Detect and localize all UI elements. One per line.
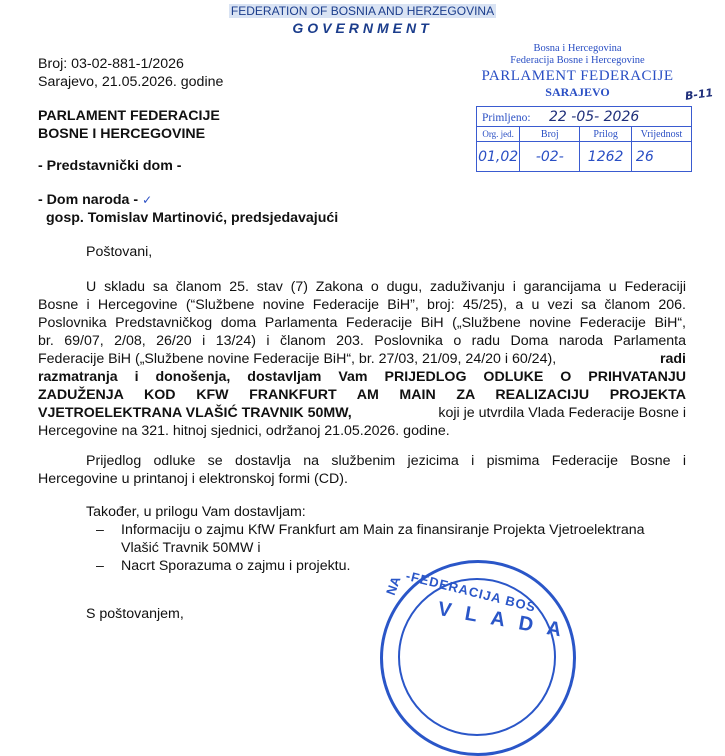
header-line-2: GOVERNMENT [292, 20, 433, 36]
stamp-col-org: Org. jed. [477, 127, 520, 142]
p1-line-8 [38, 404, 686, 422]
stamp-line-4: SARAJEVO [545, 85, 610, 99]
stamp-col-broj: Broj [520, 127, 580, 142]
p1-line-4: br. 69/07, 2/08, 26/20 i 13/24) i članom 203. Poslovnika o radu Doma naroda Parlamenta [38, 333, 686, 349]
p1-line-8-text: koji je utvrdila Vlada Federacije Bosne i [438, 405, 686, 421]
handwritten-corner-note: B-11 [684, 86, 715, 103]
date-place: Sarajevo, 21.05.2026. godine [38, 74, 224, 90]
p1-last-line: Hercegovine na 321. hitnoj sjednici, održanoj 21.05.2026. godine. [38, 423, 450, 439]
closing: S poštovanjem, [86, 606, 184, 622]
house-peoples-label: - Dom naroda - [38, 192, 139, 208]
attachment-2-dash: – [96, 558, 104, 574]
stamp-line-2: Federacija Bosne i Hercegovine [510, 55, 645, 66]
attachment-2-line-1: Nacrt Sporazuma o zajmu i projektu. [121, 558, 351, 574]
stamp-val-broj: -02- [520, 142, 580, 172]
p1-line-5-bold: radi [659, 351, 686, 367]
p1-bold-line-1: razmatranja i donošenja, dostavljam Vam PRIJEDLOG ODLUKE O PRIHVATANJU [38, 369, 686, 385]
stamp-line-3: PARLAMENT FEDERACIJE [481, 68, 674, 84]
p1-line-2: Bosne i Hercegovine (“Službene novine Federacije BiH”, broj: 45/25), a u vezi sa članom 206. [38, 297, 686, 313]
p2-line-2: Hercegovine u printanoj i elektronskoj formi (CD). [38, 471, 348, 487]
stamp-received-row [477, 107, 692, 127]
stamp-val-prilog: 1262 [580, 142, 632, 172]
p1-line-5 [38, 350, 686, 368]
stamp-received-label: Primljeno: [482, 111, 531, 124]
seal-text-prefix: NA [383, 574, 404, 598]
greeting: Poštovani, [86, 244, 153, 260]
recipient-line-2: BOSNE I HERCEGOVINE [38, 126, 206, 142]
p1-bold-line-2: ZADUŽENJA KOD KFW FRANKFURT AM MAIN ZA REALIZACIJU PROJEKTA [38, 387, 686, 403]
stamp-val-vrijednost: 26 [631, 142, 691, 172]
stamp-val-org: 01,02 [477, 142, 520, 172]
stamp-col-vrijednost: Vrijednost [631, 127, 691, 142]
stamp-received-date: 22 -05- 2026 [549, 108, 640, 125]
stamp-col-prilog: Prilog [580, 127, 632, 142]
p1-line-5-text: Federacije BiH („Službene novine Federacije BiH“, br. 27/03, 21/09, 24/20 i 60/24), [38, 351, 557, 367]
attachment-1-line-1: Informaciju o zajmu KfW Frankfurt am Main za finansiranje Projekta Vjetroelektrana [121, 522, 645, 538]
check-mark-icon: ✓ [142, 193, 153, 207]
house-peoples [38, 191, 152, 209]
stamp-line-1: Bosna i Hercegovina [533, 43, 622, 54]
stamp-grid [476, 106, 692, 172]
recipient-line-1: PARLAMENT FEDERACIJE [38, 108, 220, 124]
house-representatives: - Predstavnički dom - [38, 158, 182, 174]
attachment-1-line-2: Vlašić Travnik 50MW i [121, 540, 261, 556]
seal-inner-text: VLADA [436, 598, 577, 644]
attachment-1-dash: – [96, 522, 104, 538]
p1-line-3: Poslovnika Predstavničkog doma Parlamenta Federacije BiH („Službene novine Federacije BiH“, [38, 315, 686, 331]
p1-bold-line-3: VJETROELEKTRANA VLAŠIĆ TRAVNIK 50MW, [38, 405, 352, 421]
header-line-1: FEDERATION OF BOSNIA AND HERZEGOVINA [230, 4, 495, 18]
seal-text: -FEDERACIJA BOS [404, 568, 538, 615]
attachments-intro: Također, u prilogu Vam dostavljam: [86, 504, 306, 520]
stamp-table [476, 106, 692, 172]
p1-line-1: U skladu sa članom 25. stav (7) Zakona o dugu, zaduživanju i garancijama u Federaciji [86, 279, 686, 295]
addressee: gosp. Tomislav Martinović, predsjedavajući [46, 210, 339, 226]
p2-line-1: Prijedlog odluke se dostavlja na službenim jezicima i pismima Federacije Bosne i [86, 453, 686, 469]
reference-number: Broj: 03-02-881-1/2026 [38, 56, 184, 72]
